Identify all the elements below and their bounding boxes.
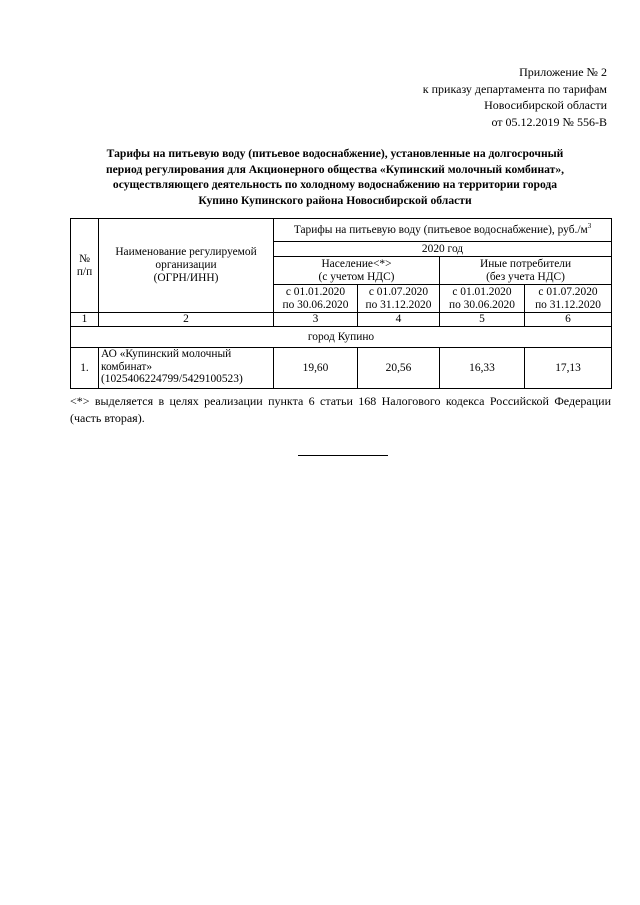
appendix-line: Приложение № 2 [519,65,607,79]
header-period: с 01.01.2020 по 30.06.2020 [274,285,358,313]
header-population: Население<*> (с учетом НДС) [274,257,440,285]
footnote: <*> выделяется в целях реализации пункта 6 статьи 168 Налогового кодекса Российской Федерации (часть вторая). [70,394,611,425]
tariff-value: 19,60 [274,348,358,389]
column-number: 1 [71,313,99,327]
column-number: 5 [440,313,525,327]
column-number: 6 [525,313,612,327]
column-number: 2 [99,313,274,327]
header-period: с 01.01.2020 по 30.06.2020 [440,285,525,313]
appendix-line: от 05.12.2019 № 556-В [491,114,607,129]
header-other-consumers: Иные потребители (без учета НДС) [440,257,612,285]
header-year: 2020 год [274,242,612,257]
title-line: осуществляющего деятельность по холодному водоснабжению на территории города [112,178,558,191]
tariff-value: 16,33 [440,348,525,389]
separator-line [298,455,388,456]
header-tariffs: Тарифы на питьевую воду (питьевое водоснабжение), $руб./м^3$ [274,219,612,242]
tariff-value: 20,56 [358,348,440,389]
row-number: 1. [71,348,99,389]
title-line: Тарифы на питьевую воду (питьевое водоснабжение), установленные на долгосрочный [106,147,564,160]
header-period: с 01.07.2020 по 31.12.2020 [358,285,440,313]
column-number: 3 [274,313,358,327]
appendix-line: к приказу департамента по тарифам [422,81,607,96]
tariff-value: 17,13 [525,348,612,389]
appendix-line: Новосибирской области [484,98,607,112]
title-line: период регулирования для Акционерного общества «Купинский молочный комбинат», [105,162,565,176]
city-row: город Купино [71,327,612,348]
title-line: Купино Купинского района Новосибирской области [198,193,472,207]
column-number: 4 [358,313,440,327]
tariff-table [70,218,612,389]
header-organization: Наименование регулируемой организации (ОГРН/ИНН) [99,219,274,313]
organization-name: АО «Купинский молочный комбинат» (1025406224799/5429100523) [99,348,274,389]
header-period: с 01.07.2020 по 31.12.2020 [525,285,612,313]
table-row [71,348,612,389]
appendix-header [423,64,607,130]
document-title [70,146,600,208]
header-row-number: № п/п [71,219,99,313]
